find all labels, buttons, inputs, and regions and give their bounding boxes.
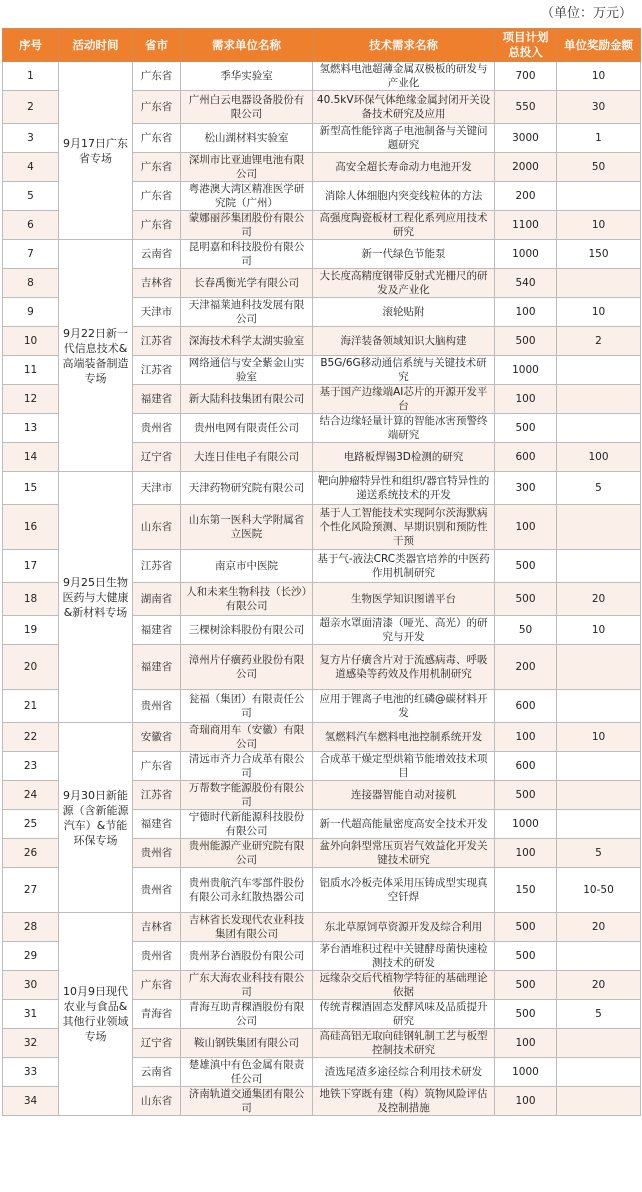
tech-demand-cell: 东北草原饲草资源开发及综合利用 bbox=[313, 913, 495, 942]
investment-cell: 3000 bbox=[495, 124, 557, 153]
table-row bbox=[3, 240, 641, 269]
reward-cell: 50 bbox=[557, 153, 641, 182]
province-cell: 广东省 bbox=[133, 971, 181, 1000]
table-row bbox=[3, 62, 641, 91]
session-date-cell: 9月25日生物医药与大健康&新材料专场 bbox=[59, 472, 133, 723]
row-number: 21 bbox=[3, 690, 59, 723]
reward-cell bbox=[557, 385, 641, 414]
investment-cell: 1100 bbox=[495, 211, 557, 240]
row-number: 6 bbox=[3, 211, 59, 240]
reward-cell: 2 bbox=[557, 327, 641, 356]
tech-demand-cell: 电路板焊锡3D检测的研究 bbox=[313, 443, 495, 472]
tech-demand-cell: 海洋装备领域知识大脑构建 bbox=[313, 327, 495, 356]
investment-cell: 500 bbox=[495, 942, 557, 971]
province-cell: 福建省 bbox=[133, 616, 181, 645]
investment-cell: 50 bbox=[495, 616, 557, 645]
investment-cell: 1000 bbox=[495, 356, 557, 385]
row-number: 7 bbox=[3, 240, 59, 269]
header-reward: 单位奖励金额 bbox=[557, 29, 641, 62]
province-cell: 福建省 bbox=[133, 645, 181, 690]
province-cell: 广东省 bbox=[133, 62, 181, 91]
reward-cell bbox=[557, 781, 641, 810]
unit-name-cell: 粤港澳大湾区精准医学研究院（广州） bbox=[181, 182, 313, 211]
session-date-cell: 9月17日广东省专场 bbox=[59, 62, 133, 240]
row-number: 5 bbox=[3, 182, 59, 211]
unit-name-cell: 清远市齐力合成革有限公司 bbox=[181, 752, 313, 781]
province-cell: 贵州省 bbox=[133, 414, 181, 443]
tech-demand-cell: B5G/6G移动通信系统与关键技术研究 bbox=[313, 356, 495, 385]
investment-cell: 500 bbox=[495, 550, 557, 583]
reward-cell bbox=[557, 414, 641, 443]
unit-name-cell: 大连日佳电子有限公司 bbox=[181, 443, 313, 472]
reward-cell: 10 bbox=[557, 62, 641, 91]
row-number: 26 bbox=[3, 839, 59, 868]
unit-name-cell: 三棵树涂料股份有限公司 bbox=[181, 616, 313, 645]
table-row bbox=[3, 472, 641, 505]
row-number: 10 bbox=[3, 327, 59, 356]
unit-name-cell: 蒙娜丽莎集团股份有限公司 bbox=[181, 211, 313, 240]
tech-demand-cell: 消除人体细胞内突变线粒体的方法 bbox=[313, 182, 495, 211]
table-row bbox=[3, 913, 641, 942]
tech-demand-cell: 40.5kV环保气体绝缘金属封闭开关设备技术研究及应用 bbox=[313, 91, 495, 124]
unit-name-cell: 新大陆科技集团有限公司 bbox=[181, 385, 313, 414]
unit-name-cell: 南京市中医院 bbox=[181, 550, 313, 583]
investment-cell: 100 bbox=[495, 839, 557, 868]
investment-cell: 500 bbox=[495, 781, 557, 810]
province-cell: 广东省 bbox=[133, 211, 181, 240]
investment-cell: 1000 bbox=[495, 810, 557, 839]
row-number: 28 bbox=[3, 913, 59, 942]
session-date-cell: 10月9日现代农业与食品&其他行业领域专场 bbox=[59, 913, 133, 1116]
province-cell: 贵州省 bbox=[133, 942, 181, 971]
investment-cell: 200 bbox=[495, 645, 557, 690]
tech-demand-cell: 高硅高铝无取向硅钢轧制工艺与板型控制技术研究 bbox=[313, 1029, 495, 1058]
province-cell: 广东省 bbox=[133, 752, 181, 781]
province-cell: 天津市 bbox=[133, 298, 181, 327]
tech-demand-cell: 合成革干燥定型烘箱节能增效技术项目 bbox=[313, 752, 495, 781]
tech-demand-cell: 基于国产边缘端AI芯片的开源开发平台 bbox=[313, 385, 495, 414]
investment-cell: 1000 bbox=[495, 1058, 557, 1087]
reward-cell: 1 bbox=[557, 124, 641, 153]
unit-name-cell: 漳州片仔癀药业股份有限公司 bbox=[181, 645, 313, 690]
investment-cell: 600 bbox=[495, 752, 557, 781]
unit-name-cell: 人和未来生物科技（长沙）有限公司 bbox=[181, 583, 313, 616]
row-number: 20 bbox=[3, 645, 59, 690]
unit-name-cell: 广州白云电器设备股份有限公司 bbox=[181, 91, 313, 124]
investment-cell: 500 bbox=[495, 1000, 557, 1029]
unit-name-cell: 网络通信与安全紫金山实验室 bbox=[181, 356, 313, 385]
province-cell: 安徽省 bbox=[133, 723, 181, 752]
unit-name-cell: 昆明嘉和科技股份有限公司 bbox=[181, 240, 313, 269]
province-cell: 天津市 bbox=[133, 472, 181, 505]
investment-cell: 200 bbox=[495, 182, 557, 211]
province-cell: 贵州省 bbox=[133, 690, 181, 723]
province-cell: 山东省 bbox=[133, 505, 181, 550]
province-cell: 广东省 bbox=[133, 153, 181, 182]
investment-cell: 600 bbox=[495, 443, 557, 472]
unit-name-cell: 青海互助青稞酒股份有限公司 bbox=[181, 1000, 313, 1029]
reward-cell bbox=[557, 810, 641, 839]
row-number: 3 bbox=[3, 124, 59, 153]
row-number: 13 bbox=[3, 414, 59, 443]
row-number: 9 bbox=[3, 298, 59, 327]
investment-cell: 100 bbox=[495, 1087, 557, 1116]
row-number: 34 bbox=[3, 1087, 59, 1116]
tech-demand-cell: 复方片仔癀含片对于流感病毒、呼吸道感染等药效及作用机制研究 bbox=[313, 645, 495, 690]
row-number: 19 bbox=[3, 616, 59, 645]
tech-demand-cell: 氢燃料汽车燃料电池控制系统开发 bbox=[313, 723, 495, 752]
row-number: 22 bbox=[3, 723, 59, 752]
demand-table bbox=[2, 28, 641, 1116]
investment-cell: 540 bbox=[495, 269, 557, 298]
province-cell: 江苏省 bbox=[133, 356, 181, 385]
session-date-cell: 9月22日新一代信息技术&高端装备制造专场 bbox=[59, 240, 133, 472]
province-cell: 江苏省 bbox=[133, 327, 181, 356]
investment-cell: 300 bbox=[495, 472, 557, 505]
tech-demand-cell: 基于人工智能技术实现阿尔茨海默病个性化风险预测、早期识别和预防性干预 bbox=[313, 505, 495, 550]
unit-name-cell: 贵州电网有限责任公司 bbox=[181, 414, 313, 443]
province-cell: 云南省 bbox=[133, 1058, 181, 1087]
reward-cell: 20 bbox=[557, 971, 641, 1000]
province-cell: 云南省 bbox=[133, 240, 181, 269]
tech-demand-cell: 高强度陶瓷板材工程化系列应用技术研究 bbox=[313, 211, 495, 240]
unit-name-cell: 济南轨道交通集团有限公司 bbox=[181, 1087, 313, 1116]
header-no: 序号 bbox=[3, 29, 59, 62]
unit-name-cell: 贵州能源产业研究院有限公司 bbox=[181, 839, 313, 868]
province-cell: 辽宁省 bbox=[133, 1029, 181, 1058]
tech-demand-cell: 基于气-液法CRC类器官培养的中医药作用机制研究 bbox=[313, 550, 495, 583]
tech-demand-cell: 传统青稞酒固态发酵风味及品质提升研究 bbox=[313, 1000, 495, 1029]
tech-demand-cell: 高安全超长寿命动力电池开发 bbox=[313, 153, 495, 182]
tech-demand-cell: 远缘杂交后代植物学特征的基础理论依据 bbox=[313, 971, 495, 1000]
reward-cell: 10 bbox=[557, 616, 641, 645]
tech-demand-cell: 新一代绿色节能泵 bbox=[313, 240, 495, 269]
tech-demand-cell: 超亲水罩面清漆（哑光、高光）的研究与开发 bbox=[313, 616, 495, 645]
province-cell: 青海省 bbox=[133, 1000, 181, 1029]
header-date: 活动时间 bbox=[59, 29, 133, 62]
investment-cell: 550 bbox=[495, 91, 557, 124]
investment-cell: 100 bbox=[495, 723, 557, 752]
tech-demand-cell: 新型高性能锌离子电池制备与关键问题研究 bbox=[313, 124, 495, 153]
row-number: 24 bbox=[3, 781, 59, 810]
reward-cell bbox=[557, 942, 641, 971]
investment-cell: 700 bbox=[495, 62, 557, 91]
row-number: 18 bbox=[3, 583, 59, 616]
reward-cell: 5 bbox=[557, 472, 641, 505]
table-header-row bbox=[3, 29, 641, 62]
unit-note: （单位：万元） bbox=[540, 6, 632, 21]
unit-name-cell: 深海技术科学太湖实验室 bbox=[181, 327, 313, 356]
province-cell: 江苏省 bbox=[133, 550, 181, 583]
unit-name-cell: 楚雄滇中有色金属有限责任公司 bbox=[181, 1058, 313, 1087]
investment-cell: 500 bbox=[495, 971, 557, 1000]
province-cell: 吉林省 bbox=[133, 913, 181, 942]
province-cell: 福建省 bbox=[133, 810, 181, 839]
header-unit: 需求单位名称 bbox=[181, 29, 313, 62]
header-investment: 项目计划总投入 bbox=[495, 29, 557, 62]
investment-cell: 2000 bbox=[495, 153, 557, 182]
tech-demand-cell: 连接器智能自动对接机 bbox=[313, 781, 495, 810]
investment-cell: 500 bbox=[495, 327, 557, 356]
tech-demand-cell: 结合边缘轻量计算的智能冰害预警终端研究 bbox=[313, 414, 495, 443]
investment-cell: 1000 bbox=[495, 240, 557, 269]
tech-demand-cell: 大长度高精度钢带反射式光栅尺的研发及产业化 bbox=[313, 269, 495, 298]
investment-cell: 100 bbox=[495, 385, 557, 414]
row-number: 8 bbox=[3, 269, 59, 298]
row-number: 1 bbox=[3, 62, 59, 91]
investment-cell: 500 bbox=[495, 913, 557, 942]
unit-name-cell: 天津药物研究院有限公司 bbox=[181, 472, 313, 505]
reward-cell bbox=[557, 690, 641, 723]
unit-name-cell: 贵州贵航汽车零部件股份有限公司永红散热器公司 bbox=[181, 868, 313, 913]
unit-name-cell: 万帮数字能源股份有限公司 bbox=[181, 781, 313, 810]
reward-cell: 10 bbox=[557, 723, 641, 752]
unit-name-cell: 长春禹衡光学有限公司 bbox=[181, 269, 313, 298]
province-cell: 湖南省 bbox=[133, 583, 181, 616]
reward-cell: 20 bbox=[557, 583, 641, 616]
tech-demand-cell: 氢燃料电池超薄金属双极板的研发与产业化 bbox=[313, 62, 495, 91]
row-number: 23 bbox=[3, 752, 59, 781]
unit-name-cell: 贵州茅台酒股份有限公司 bbox=[181, 942, 313, 971]
unit-name-cell: 山东第一医科大学附属省立医院 bbox=[181, 505, 313, 550]
province-cell: 山东省 bbox=[133, 1087, 181, 1116]
reward-cell bbox=[557, 752, 641, 781]
row-number: 2 bbox=[3, 91, 59, 124]
reward-cell: 10-50 bbox=[557, 868, 641, 913]
row-number: 14 bbox=[3, 443, 59, 472]
province-cell: 贵州省 bbox=[133, 839, 181, 868]
province-cell: 福建省 bbox=[133, 385, 181, 414]
row-number: 30 bbox=[3, 971, 59, 1000]
table-body bbox=[3, 62, 641, 1116]
table-row bbox=[3, 723, 641, 752]
reward-cell bbox=[557, 1058, 641, 1087]
investment-cell: 150 bbox=[495, 868, 557, 913]
unit-name-cell: 深圳市比亚迪锂电池有限公司 bbox=[181, 153, 313, 182]
investment-cell: 100 bbox=[495, 1029, 557, 1058]
unit-name-cell: 广东大海农业科技有限公司 bbox=[181, 971, 313, 1000]
row-number: 4 bbox=[3, 153, 59, 182]
unit-name-cell: 季华实验室 bbox=[181, 62, 313, 91]
row-number: 32 bbox=[3, 1029, 59, 1058]
row-number: 33 bbox=[3, 1058, 59, 1087]
reward-cell: 5 bbox=[557, 1000, 641, 1029]
tech-demand-cell: 茅台酒堆积过程中关键酵母菌快速检测技术的研发 bbox=[313, 942, 495, 971]
province-cell: 广东省 bbox=[133, 124, 181, 153]
unit-name-cell: 吉林省长发现代农业科技集团有限公司 bbox=[181, 913, 313, 942]
reward-cell bbox=[557, 1087, 641, 1116]
row-number: 12 bbox=[3, 385, 59, 414]
reward-cell bbox=[557, 182, 641, 211]
unit-name-cell: 瓮福（集团）有限责任公司 bbox=[181, 690, 313, 723]
reward-cell: 150 bbox=[557, 240, 641, 269]
row-number: 31 bbox=[3, 1000, 59, 1029]
tech-demand-cell: 新一代超高能量密度高安全技术开发 bbox=[313, 810, 495, 839]
investment-cell: 100 bbox=[495, 298, 557, 327]
reward-cell: 5 bbox=[557, 839, 641, 868]
unit-name-cell: 松山湖材料实验室 bbox=[181, 124, 313, 153]
tech-demand-cell: 生物医学知识图谱平台 bbox=[313, 583, 495, 616]
tech-demand-cell: 应用于锂离子电池的红磷@碳材料开发 bbox=[313, 690, 495, 723]
reward-cell bbox=[557, 505, 641, 550]
row-number: 11 bbox=[3, 356, 59, 385]
investment-cell: 500 bbox=[495, 414, 557, 443]
reward-cell bbox=[557, 550, 641, 583]
session-date-cell: 9月30日新能源（含新能源汽车）&节能环保专场 bbox=[59, 723, 133, 913]
unit-name-cell: 奇瑞商用车（安徽）有限公司 bbox=[181, 723, 313, 752]
province-cell: 江苏省 bbox=[133, 781, 181, 810]
reward-cell: 100 bbox=[557, 443, 641, 472]
unit-name-cell: 宁德时代新能源科技股份有限公司 bbox=[181, 810, 313, 839]
province-cell: 广东省 bbox=[133, 182, 181, 211]
investment-cell: 500 bbox=[495, 583, 557, 616]
unit-name-cell: 天津福莱迪科技发展有限公司 bbox=[181, 298, 313, 327]
reward-cell bbox=[557, 645, 641, 690]
reward-cell bbox=[557, 1029, 641, 1058]
row-number: 25 bbox=[3, 810, 59, 839]
tech-demand-cell: 靶向肿瘤特异性和组织/器官特异性的递送系统技术的开发 bbox=[313, 472, 495, 505]
reward-cell bbox=[557, 269, 641, 298]
tech-demand-cell: 盆外向斜型常压页岩气效益化开发关键技术研究 bbox=[313, 839, 495, 868]
reward-cell: 30 bbox=[557, 91, 641, 124]
investment-cell: 100 bbox=[495, 505, 557, 550]
tech-demand-cell: 滚轮贴附 bbox=[313, 298, 495, 327]
reward-cell: 10 bbox=[557, 211, 641, 240]
tech-demand-cell: 渣选尾渣多途径综合利用技术研发 bbox=[313, 1058, 495, 1087]
unit-name-cell: 鞍山钢铁集团有限公司 bbox=[181, 1029, 313, 1058]
reward-cell: 20 bbox=[557, 913, 641, 942]
province-cell: 吉林省 bbox=[133, 269, 181, 298]
tech-demand-cell: 铝质水冷板壳体采用压铸成型实现真空钎焊 bbox=[313, 868, 495, 913]
row-number: 15 bbox=[3, 472, 59, 505]
header-tech: 技术需求名称 bbox=[313, 29, 495, 62]
row-number: 27 bbox=[3, 868, 59, 913]
province-cell: 贵州省 bbox=[133, 868, 181, 913]
header-province: 省市 bbox=[133, 29, 181, 62]
reward-cell: 10 bbox=[557, 298, 641, 327]
province-cell: 辽宁省 bbox=[133, 443, 181, 472]
row-number: 29 bbox=[3, 942, 59, 971]
row-number: 16 bbox=[3, 505, 59, 550]
province-cell: 广东省 bbox=[133, 91, 181, 124]
reward-cell bbox=[557, 356, 641, 385]
investment-cell: 600 bbox=[495, 690, 557, 723]
tech-demand-cell: 地铁下穿既有建（构）筑物风险评估及控制措施 bbox=[313, 1087, 495, 1116]
row-number: 17 bbox=[3, 550, 59, 583]
